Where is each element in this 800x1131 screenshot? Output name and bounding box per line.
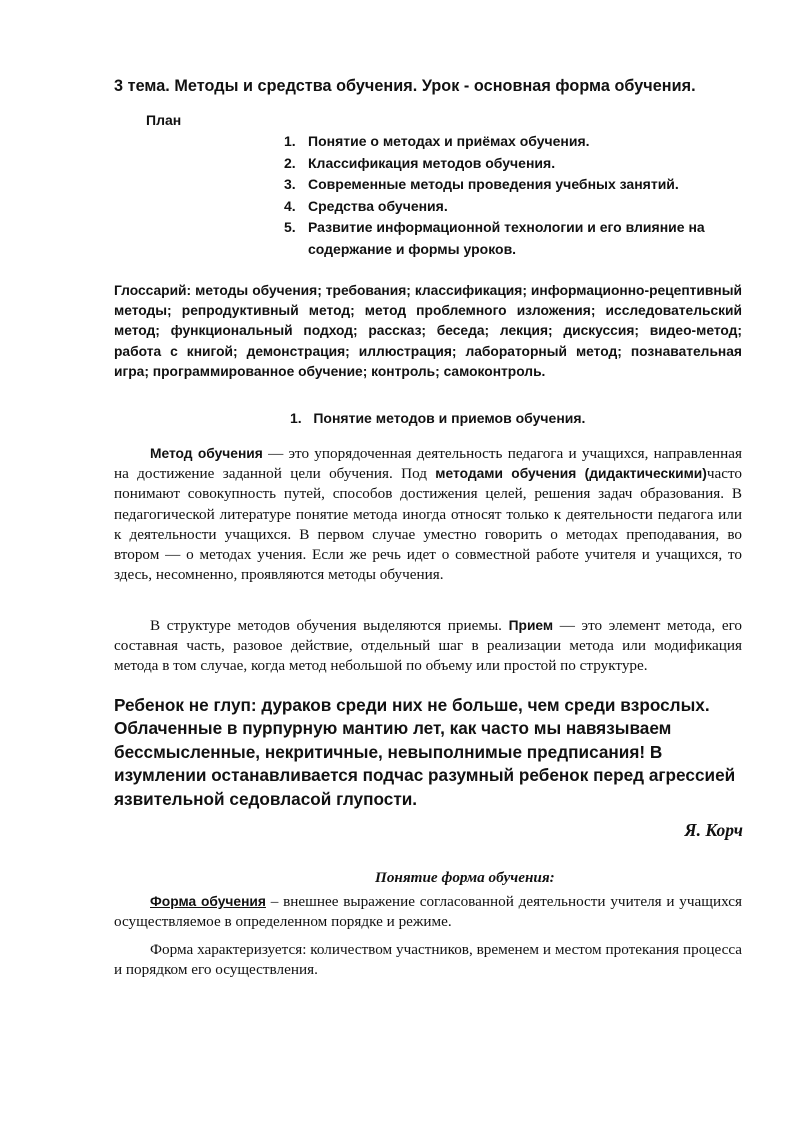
term-form: Форма обучения [150, 894, 266, 909]
form-heading: Понятие форма обучения: [375, 869, 555, 886]
term-technique: Прием [508, 618, 554, 633]
plan-list [284, 131, 744, 261]
plan-item [284, 196, 744, 218]
plan-item [284, 131, 744, 153]
plan-label: План [146, 112, 182, 128]
paragraph-text: Форма характеризуется: количеством участников, временем и местом протекания процесса и порядком его осуществления. [114, 941, 742, 979]
plan-item-number: 5. [284, 219, 296, 236]
plan-item [284, 217, 744, 260]
page-title: 3 тема. Методы и средства обучения. Урок - основная форма обучения. [114, 77, 696, 95]
technique-paragraph [114, 616, 742, 677]
term-methods-didactic: методами обучения (дидактическими) [435, 466, 707, 482]
term-method: Метод обучения [150, 446, 263, 461]
plan-item [284, 153, 744, 175]
form-definition-paragraph [114, 892, 742, 932]
paragraph-text: — это упорядоченная деятельность педагога и учащихся, направленная на достижение заданной цели обучения. Под [114, 445, 743, 483]
plan-item [284, 174, 744, 196]
plan-item-number: 3. [284, 176, 296, 193]
section-heading [290, 410, 585, 426]
plan-item-number: 4. [284, 197, 296, 214]
glossary-paragraph: Глоссарий: методы обучения; требования; классификация; информационно-рецептивный методы; репродуктивный метод; метод проблемного изложения; исследовательский метод; функциональный подход; рассказ; беседа; лекция; дискуссия; видео-метод; работа с книгой; демонстрация; иллюстрация; лабораторный метод; познавательная игра; программированное обучение; контроль; самоконтроль. [114, 283, 742, 379]
quote-author: Я. Корч [684, 820, 743, 840]
method-definition-paragraph [114, 444, 742, 585]
paragraph-text: — это элемент метода, его составная часть, разовое действие, отдельный шаг в реализации метода или модификация метода в том случае, когда метод небольшой по объему или простой по структуре. [114, 617, 743, 675]
plan-item-number: 1. [284, 133, 296, 149]
paragraph-text: часто понимают совокупность путей, способов достижения целей, решения задач образования. В педагогической литературе понятие метода иногда относят только к деятельности педагога или к деятельности учащихся. В первом случае уместно говорить о методах преподавания, во втором — о методах учения. Если же речь идет о совместной работе учителя и учащихся, то здесь, несомненно, проявляются методы обучения. [114, 465, 743, 584]
paragraph-text: В структуре методов обучения выделяются приемы. [150, 617, 509, 634]
plan-item-text: Развитие информационной технологии и его влияние на содержание и формы уроков. [308, 219, 705, 257]
paragraph-text: – внешнее выражение согласованной деятельности учителя и учащихся осуществляемое в определенном порядке и режиме. [114, 893, 742, 931]
epigraph-quote: Ребенок не глуп: дураков среди них не больше, чем среди взрослых. Облаченные в пурпурную мантию лет, как часто мы навязываем бессмысленные, некритичные, невыполнимые предписания! В изумлении останавливается подчас разумный ребенок перед агрессией язвительной седовласой глупости. [114, 695, 736, 809]
section-title: Понятие методов и приемов обучения. [313, 410, 586, 426]
section-number: 1. [290, 410, 302, 426]
plan-item-text: Классификация методов обучения. [308, 154, 556, 171]
plan-item-text: Понятие о методах и приёмах обучения. [308, 133, 590, 149]
plan-item-text: Средства обучения. [308, 197, 448, 214]
plan-item-number: 2. [284, 154, 296, 171]
form-characteristics-paragraph [114, 940, 742, 980]
plan-item-text: Современные методы проведения учебных занятий. [308, 176, 679, 193]
